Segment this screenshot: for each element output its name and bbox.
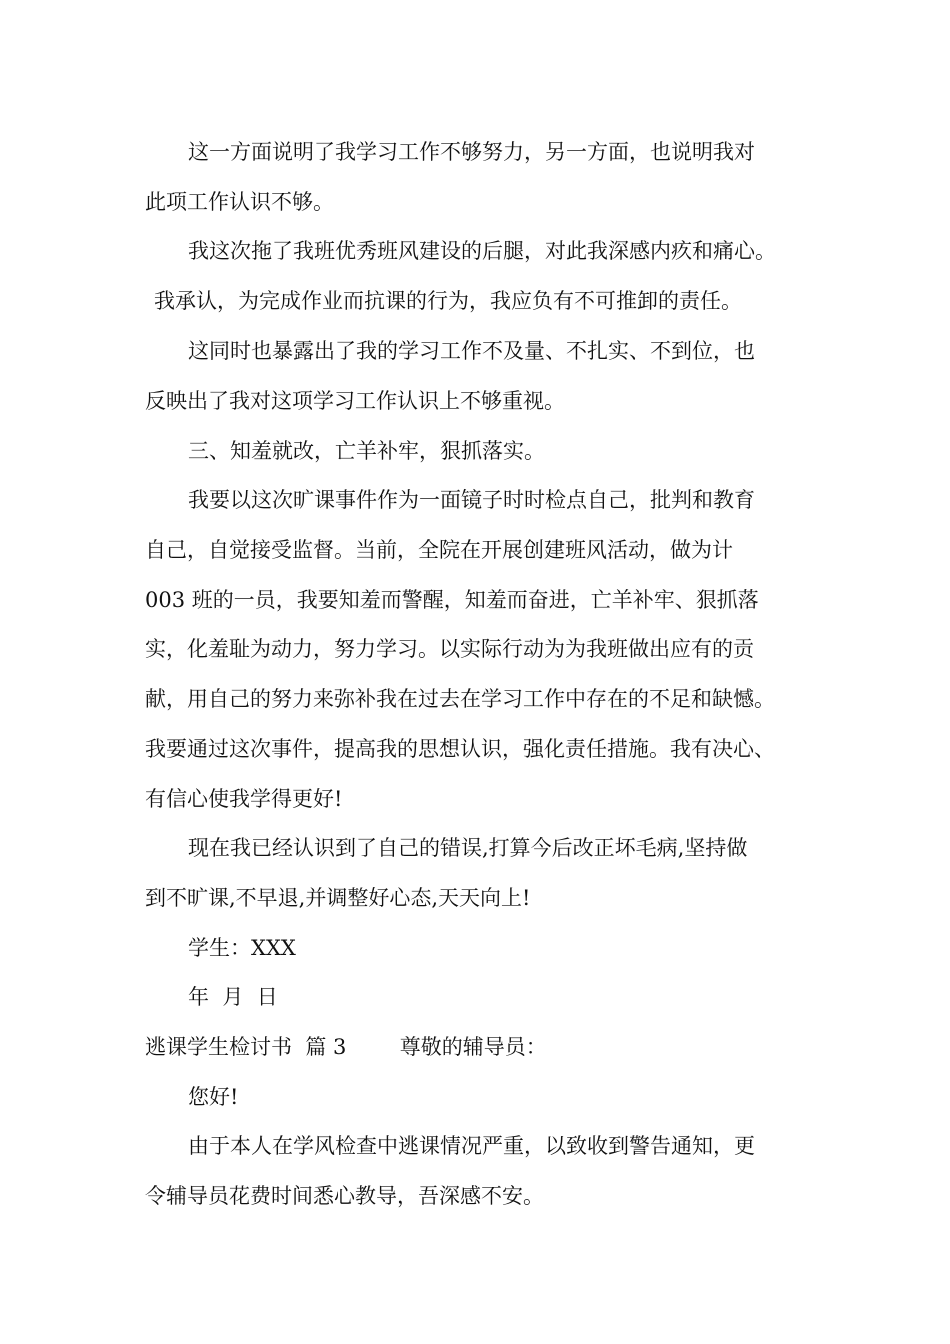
paragraph-line: 我要通过这次事件，提高我的思想认识，强化责任措施。我有决心、 bbox=[145, 737, 775, 761]
signature-student: 学生：XXX bbox=[188, 936, 296, 960]
paragraph-line: 我要以这次旷课事件作为一面镜子时时检点自己，批判和教育 bbox=[188, 488, 755, 512]
paragraph-line: 实，化羞耻为动力，努力学习。以实际行动为为我班做出应有的贡 bbox=[145, 637, 754, 661]
signature-date: 年 月 日 bbox=[188, 985, 278, 1009]
greeting: 您好! bbox=[188, 1085, 239, 1109]
paragraph-line: 由于本人在学风检查中逃课情况严重，以致收到警告通知，更 bbox=[188, 1134, 755, 1158]
paragraph-line: 此项工作认识不够。 bbox=[145, 190, 334, 214]
paragraph-line: 到不旷课,不早退,并调整好心态,天天向上! bbox=[145, 886, 531, 910]
paragraph-line: 有信心使我学得更好! bbox=[145, 787, 343, 811]
paragraph-line: 现在我已经认识到了自己的错误,打算今后改正坏毛病,坚持做 bbox=[188, 836, 748, 860]
paragraph-line: 我承认，为完成作业而抗课的行为，我应负有不可推卸的责任。 bbox=[154, 289, 742, 313]
section-heading: 三、知羞就改，亡羊补牢，狠抓落实。 bbox=[188, 439, 545, 463]
section-title: 逃课学生检讨书 篇 3 尊敬的辅导员： bbox=[145, 1035, 547, 1059]
paragraph-line: 反映出了我对这项学习工作认识上不够重视。 bbox=[145, 389, 565, 413]
paragraph-line: 这同时也暴露出了我的学习工作不及量、不扎实、不到位，也 bbox=[188, 339, 755, 363]
paragraph-line: 我这次拖了我班优秀班风建设的后腿，对此我深感内疚和痛心。 bbox=[188, 239, 776, 263]
paragraph-line: 自己，自觉接受监督。当前，全院在开展创建班风活动，做为计 bbox=[145, 538, 733, 562]
paragraph-line: 献，用自己的努力来弥补我在过去在学习工作中存在的不足和缺憾。 bbox=[145, 687, 775, 711]
paragraph-line: 令辅导员花费时间悉心教导，吾深感不安。 bbox=[145, 1184, 544, 1208]
paragraph-line: 这一方面说明了我学习工作不够努力，另一方面，也说明我对 bbox=[188, 140, 755, 164]
paragraph-line: 003 班的一员，我要知羞而警醒，知羞而奋进，亡羊补牢、狠抓落 bbox=[145, 588, 759, 612]
